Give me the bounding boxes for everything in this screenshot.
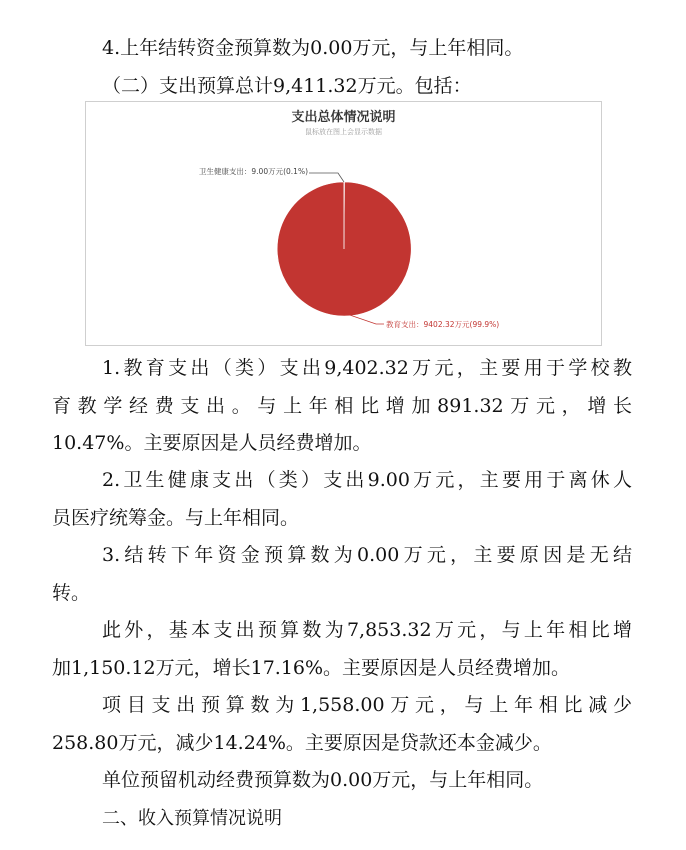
paragraph-health-2: 员医疗统筹金。与上年相同。 bbox=[52, 507, 300, 529]
paragraph-education-1: 1.教育支出（类）支出9,402.32万元，主要用于学校教 bbox=[102, 357, 632, 379]
section-heading-income: 二、收入预算情况说明 bbox=[102, 808, 282, 829]
paragraph-education-2: 育教学经费支出。与上年相比增加891.32万元，增长 bbox=[52, 395, 632, 417]
paragraph-carryover: 4.上年结转资金预算数为0.00万元，与上年相同。 bbox=[102, 37, 524, 59]
chart-subtitle: 鼠标放在图上会显示数据 bbox=[305, 128, 382, 136]
paragraph-basic-2: 加1,150.12万元，增长17.16%。主要原因是人员经费增加。 bbox=[52, 657, 571, 679]
chart-title: 支出总体情况说明 bbox=[291, 110, 396, 125]
paragraph-next-year-1: 3.结转下年资金预算数为0.00万元，主要原因是无结 bbox=[102, 544, 632, 566]
expenditure-pie-chart bbox=[85, 101, 602, 346]
pie-label-health: 卫生健康支出：9.00万元(0.1%) bbox=[198, 167, 308, 176]
paragraph-expenditure-total: （二）支出预算总计9,411.32万元。包括： bbox=[102, 75, 472, 97]
paragraph-education-3: 10.47%。主要原因是人员经费增加。 bbox=[52, 432, 372, 454]
paragraph-health-1: 2.卫生健康支出（类）支出9.00万元，主要用于离休人 bbox=[102, 469, 632, 491]
paragraph-basic-1: 此外，基本支出预算数为7,853.32万元，与上年相比增 bbox=[102, 619, 632, 641]
paragraph-project-2: 258.80万元，减少14.24%。主要原因是贷款还本金减少。 bbox=[52, 732, 552, 754]
paragraph-reserve: 单位预留机动经费预算数为0.00万元，与上年相同。 bbox=[102, 769, 544, 791]
paragraph-project-1: 项目支出预算数为1,558.00万元，与上年相比减少 bbox=[102, 694, 632, 716]
pie-svg bbox=[86, 102, 603, 347]
label-line-health bbox=[309, 173, 344, 182]
paragraph-next-year-2: 转。 bbox=[52, 582, 91, 604]
pie-label-education: 教育支出：9402.32万元(99.9%) bbox=[386, 320, 500, 329]
